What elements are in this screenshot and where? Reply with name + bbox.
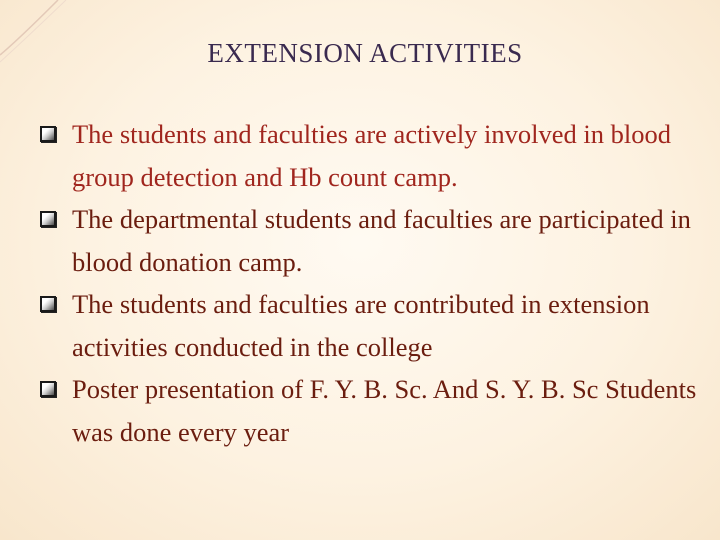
checkbox-square-icon bbox=[40, 296, 56, 312]
bullet-text: The departmental students and faculties are participated in blood donation camp. bbox=[72, 204, 691, 277]
bullet-text: The students and faculties are contributed in extension activities conducted in the college bbox=[72, 289, 650, 362]
bullet-item bbox=[40, 113, 700, 198]
bullet-text: Poster presentation of F. Y. B. Sc. And S. Y. B. Sc Students was done every year bbox=[72, 374, 697, 447]
checkbox-square-icon bbox=[40, 126, 56, 142]
slide-title: EXTENSION ACTIVITIES bbox=[207, 38, 523, 68]
bullet-item bbox=[40, 368, 700, 453]
checkbox-square-icon bbox=[40, 211, 56, 227]
bullet-text: The students and faculties are actively involved in blood group detection and Hb count camp. bbox=[72, 119, 672, 192]
checkbox-square-icon bbox=[40, 381, 56, 397]
bullet-item bbox=[40, 198, 700, 283]
bullet-item bbox=[40, 283, 700, 368]
bullet-list bbox=[40, 113, 700, 453]
